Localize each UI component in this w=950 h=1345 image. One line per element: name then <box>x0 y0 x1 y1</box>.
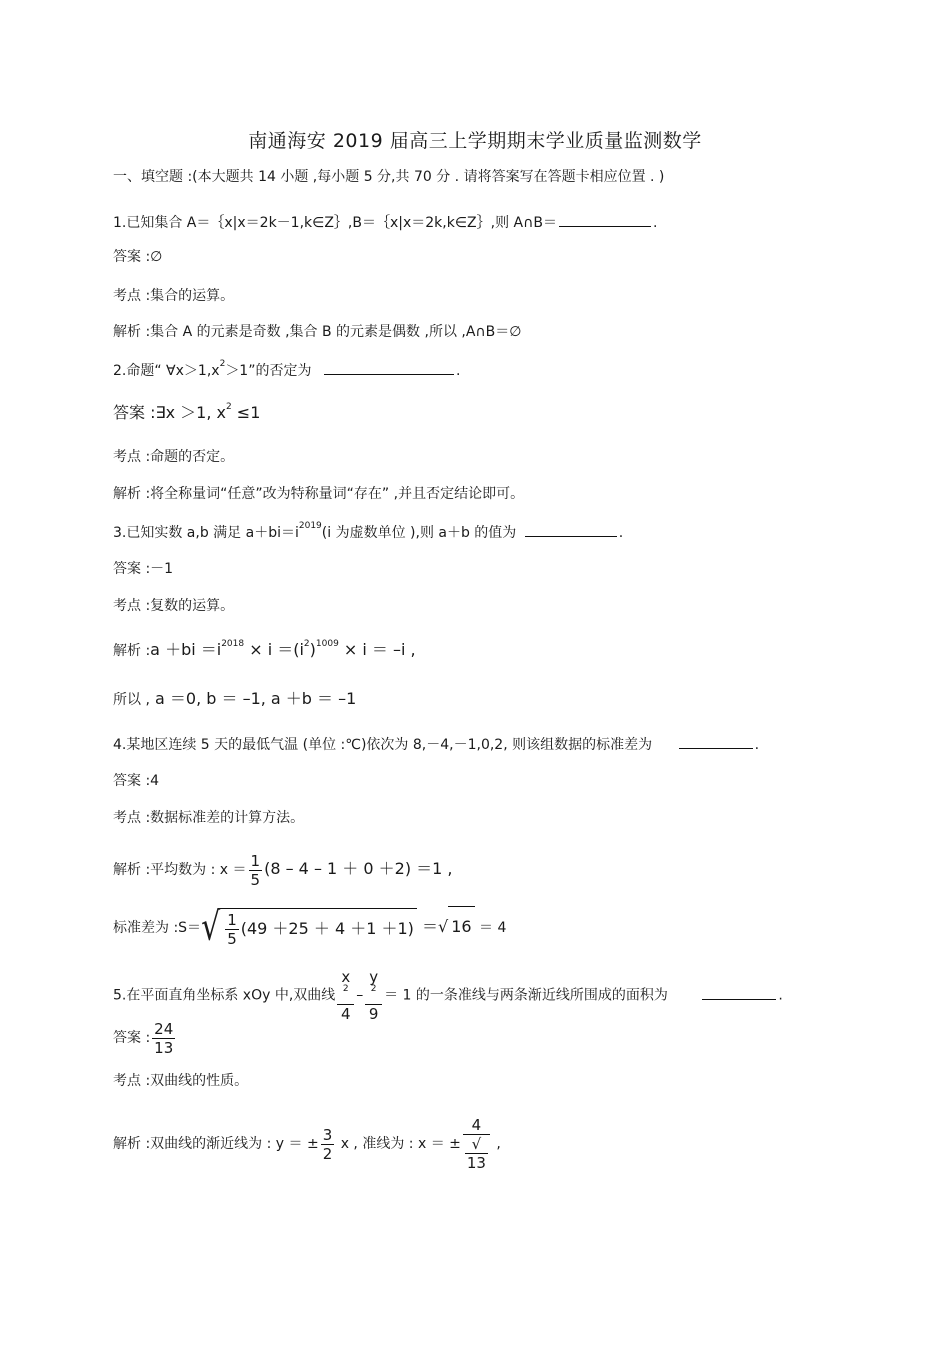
answer-blank <box>679 734 753 749</box>
fraction-denominator: √ 13 <box>466 1135 486 1172</box>
question-2 <box>113 360 460 381</box>
formula-part: × i ＝ –i , <box>338 640 416 659</box>
question-4 <box>113 734 759 755</box>
radicand <box>220 908 417 949</box>
answer-blank <box>559 212 651 227</box>
answer-4: 答案 :4 <box>113 773 160 789</box>
formula-part: ) <box>309 640 316 659</box>
question-1-text: 1.已知集合 A＝｛x|x＝2k－1,k∈Z｝,B＝｛x|x＝2k,k∈Z｝,则 A∩B＝ <box>113 215 557 231</box>
fraction <box>225 911 239 948</box>
radicand: 13 <box>466 1154 486 1172</box>
radicand: 16 <box>448 906 474 947</box>
exponent: 2 <box>303 639 310 649</box>
answer-blank <box>525 522 617 537</box>
fraction <box>249 852 263 889</box>
analysis-3-conclusion <box>113 689 356 710</box>
fraction-numerator: 4 <box>463 1116 490 1135</box>
comma: , <box>491 1136 501 1152</box>
exponent: 2 <box>225 402 232 412</box>
answer-2-text-a: 答案 :∃x ＞1, x <box>113 403 226 422</box>
question-5-text-a: 5.在平面直角坐标系 xOy 中,双曲线 <box>113 987 336 1004</box>
section-header: 一、填空题 :(本大题共 14 小题 ,每小题 5 分,共 70 分 . 请将答案写在答题卡相应位置 . ) <box>113 169 665 185</box>
fraction <box>321 1126 335 1163</box>
answer-2 <box>113 403 260 423</box>
point-2: 考点 :命题的否定。 <box>113 449 235 465</box>
sd-result: ＝ 4 <box>474 920 507 936</box>
question-3 <box>113 522 623 543</box>
question-end: . <box>652 215 658 231</box>
conclusion-label: 所以 , <box>113 692 150 708</box>
conclusion-formula: a ＝0, b ＝ –1, a ＋b ＝ –1 <box>149 689 357 708</box>
question-end: . <box>618 525 624 541</box>
sd-label: 标准差为 :S＝ <box>113 920 202 936</box>
analysis-1: 解析 :集合 A 的元素是奇数 ,集合 B 的元素是偶数 ,所以 ,A∩B＝∅ <box>113 324 522 340</box>
fraction <box>365 968 382 1023</box>
exponent: 2 <box>370 984 377 994</box>
question-end: . <box>455 363 461 379</box>
fraction-denominator: 2 <box>322 1144 333 1163</box>
question-3-text-b: (i 为虚数单位 ),则 a＋b 的值为 <box>321 525 517 541</box>
sum-expression: (49 ＋25 ＋ 4 ＋1 ＋1) <box>240 918 414 938</box>
question-1 <box>113 212 657 233</box>
asymptote-expression: 解析 :双曲线的渐近线为 : y ＝ ± <box>113 1136 319 1152</box>
fraction-denominator: 4 <box>340 1005 351 1023</box>
answer-2-text-b: ≤1 <box>231 403 261 422</box>
exponent: 2 <box>342 984 349 994</box>
fraction-denominator: 5 <box>250 870 261 889</box>
formula-part: × i ＝(i <box>244 640 304 659</box>
variable: y <box>369 968 379 986</box>
fraction <box>463 1116 490 1172</box>
question-4-text: 4.某地区连续 5 天的最低气温 (单位 :℃)依次为 8,－4,－1,0,2, 则该组数据的标准差为 <box>113 737 653 753</box>
fraction <box>152 1020 175 1057</box>
question-5 <box>113 968 783 1023</box>
fraction <box>337 968 354 1023</box>
page-title: 南通海安 2019 届高三上学期期末学业质量监测数学 <box>248 130 702 152</box>
fraction-numerator <box>365 968 382 1005</box>
fraction-numerator: 3 <box>322 1125 333 1144</box>
answer-label: 答案 : <box>113 1030 151 1046</box>
fraction-numerator: 1 <box>227 910 237 929</box>
fraction-numerator: 1 <box>250 851 261 870</box>
minus-sign: – <box>356 987 364 1004</box>
question-end: . <box>754 737 760 753</box>
directrix-expression: x , 准线为 : x ＝ ± <box>336 1136 461 1152</box>
analysis-5 <box>113 1116 501 1172</box>
answer-1: 答案 :∅ <box>113 249 163 265</box>
exponent: 1009 <box>315 639 339 649</box>
analysis-3-formula <box>150 640 415 659</box>
fraction-denominator: 13 <box>154 1038 174 1057</box>
point-4: 考点 :数据标准差的计算方法。 <box>113 810 305 826</box>
point-1: 考点 :集合的运算。 <box>113 288 235 304</box>
exponent: 2018 <box>221 639 245 649</box>
question-3-text-a: 3.已知实数 a,b 满足 a＋bi＝i <box>113 525 299 541</box>
answer-blank <box>702 985 776 1000</box>
point-5: 考点 :双曲线的性质。 <box>113 1073 249 1089</box>
analysis-4-sd <box>113 906 506 949</box>
analysis-3 <box>113 640 416 661</box>
answer-blank <box>324 360 454 375</box>
answer-5 <box>113 1018 177 1058</box>
question-end: . <box>778 987 783 1004</box>
analysis-2: 解析 :将全称量词“任意”改为特称量词“存在” ,并且否定结论即可。 <box>113 486 525 502</box>
answer-3: 答案 :－1 <box>113 561 174 577</box>
question-2-text-a: 2.命题“ ∀x＞1,x <box>113 363 220 379</box>
equals: ＝ <box>416 917 439 936</box>
analysis-4-mean <box>113 850 453 889</box>
sqrt16: √ 16 <box>438 917 475 936</box>
fraction-denominator: 9 <box>368 1005 379 1023</box>
exponent: 2019 <box>298 521 322 531</box>
fraction-numerator: 24 <box>154 1019 174 1038</box>
fraction-denominator: 5 <box>227 929 237 948</box>
question-2-text-b: ＞1”的否定为 <box>225 363 312 379</box>
sqrt-expression <box>201 904 417 951</box>
radical-sign: √ <box>201 904 221 951</box>
point-3: 考点 :复数的运算。 <box>113 598 235 614</box>
formula-part: a ＋bi ＝i <box>150 640 222 659</box>
fraction-numerator <box>337 968 354 1005</box>
mean-expression: (8 – 4 – 1 ＋ 0 ＋2) ＝1 , <box>264 859 453 878</box>
analysis-label: 解析 : <box>113 643 151 659</box>
exponent: 2 <box>219 359 226 369</box>
variable: x <box>341 968 351 986</box>
mean-label: 解析 :平均数为 : x ＝ <box>113 862 247 878</box>
question-5-text-b: ＝ 1 的一条准线与两条渐近线所围成的面积为 <box>384 987 668 1004</box>
